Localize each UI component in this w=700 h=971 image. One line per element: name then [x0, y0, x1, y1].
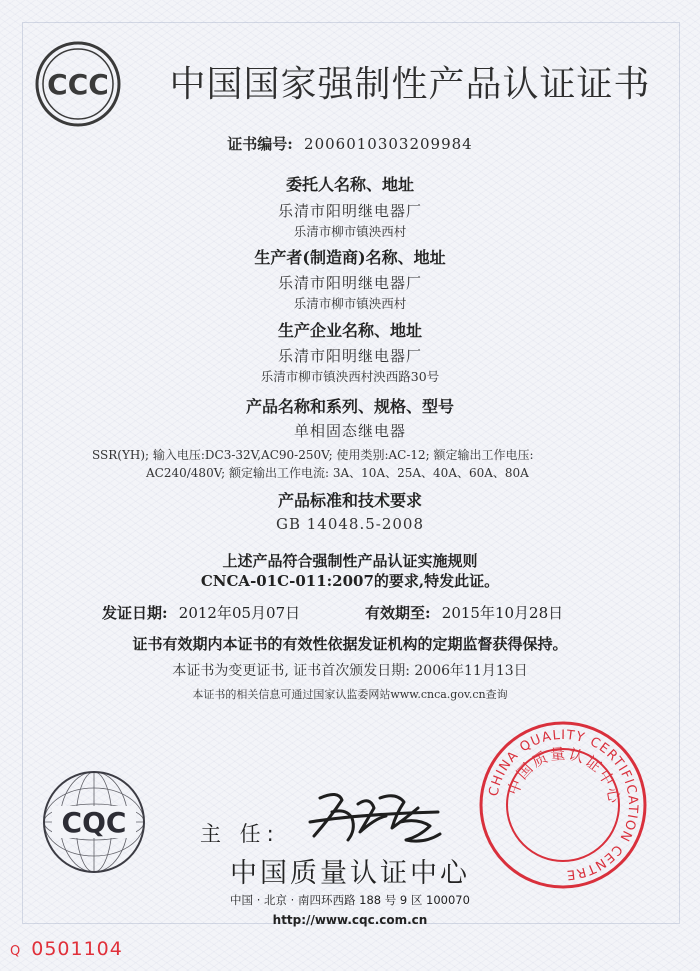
- issue-date-value: 2012年05月07日: [178, 604, 301, 622]
- factory-heading: 生产企业名称、地址: [277, 321, 422, 340]
- certificate-number: 2006010303209984: [304, 135, 473, 153]
- issue-date-row: [102, 602, 300, 623]
- client-address: 乐清市柳市镇泱西村: [293, 224, 407, 239]
- expiry-date-row: [365, 602, 563, 623]
- client-heading: 委托人名称、地址: [285, 175, 414, 194]
- cqc-logo-text: CQC: [61, 806, 127, 839]
- info-note: 本证书的相关信息可通过国家认监委网站www.cnca.gov.cn查询: [192, 688, 508, 701]
- issuing-center-name: 中国质量认证中心: [230, 858, 470, 889]
- standard-value: GB 14048.5-2008: [275, 515, 425, 533]
- factory-name: 乐清市阳明继电器厂: [277, 347, 422, 365]
- ccc-logo-text: CCC: [47, 68, 109, 101]
- factory-address: 乐清市柳市镇泱西村泱西路30号: [260, 369, 440, 384]
- certificate-title: 中国国家强制性产品认证证书: [169, 64, 651, 105]
- statement-line-1: 上述产品符合强制性产品认证实施规则: [222, 552, 478, 570]
- manufacturer-heading: 生产者(制造商)名称、地址: [254, 248, 446, 267]
- certificate-number-row: [0, 133, 700, 154]
- manufacturer-name: 乐清市阳明继电器厂: [277, 274, 422, 292]
- issue-date-label: 发证日期:: [102, 604, 168, 622]
- validity-note: 证书有效期内本证书的有效性依据发证机构的定期监督获得保持。: [132, 635, 568, 653]
- standard-heading: 产品标准和技术要求: [277, 491, 422, 510]
- product-heading: 产品名称和系列、规格、型号: [245, 397, 454, 416]
- expiry-date-label: 有效期至:: [365, 604, 431, 622]
- issuing-center-website: http://www.cqc.com.cn: [272, 913, 428, 927]
- serial-number-row: [10, 938, 123, 960]
- ccc-logo-icon: [34, 40, 122, 128]
- expiry-date-value: 2015年10月28日: [441, 604, 564, 622]
- seal-inner-text: 中国质量认证中心: [504, 744, 624, 807]
- director-label: 主 任:: [200, 822, 280, 846]
- director-signature-icon: [300, 778, 450, 848]
- manufacturer-address: 乐清市柳市镇泱西村: [293, 296, 407, 311]
- statement-line-2: CNCA-01C-011:2007的要求,特发此证。: [200, 572, 500, 590]
- product-spec-line-2: AC240/480V; 额定输出工作电流: 3A、10A、25A、40A、60A、80A: [146, 466, 529, 480]
- certificate-number-label: 证书编号:: [227, 135, 293, 153]
- client-name: 乐清市阳明继电器厂: [277, 202, 422, 220]
- seal-outer-text: CHINA QUALITY CERTIFICATION CENTRE: [486, 727, 641, 883]
- product-name: 单相固态继电器: [293, 422, 406, 440]
- official-seal-icon: [478, 720, 648, 890]
- product-spec-line-1: SSR(YH); 输入电压:DC3-32V,AC90-250V; 使用类别:AC-12; 额定输出工作电压:: [92, 448, 534, 462]
- serial-prefix: Q: [10, 944, 22, 959]
- serial-number: 0501104: [31, 938, 123, 960]
- issuing-center-address: 中国 · 北京 · 南四环西路 188 号 9 区 100070: [230, 893, 470, 907]
- change-note: 本证书为变更证书, 证书首次颁发日期: 2006年11月13日: [172, 663, 528, 679]
